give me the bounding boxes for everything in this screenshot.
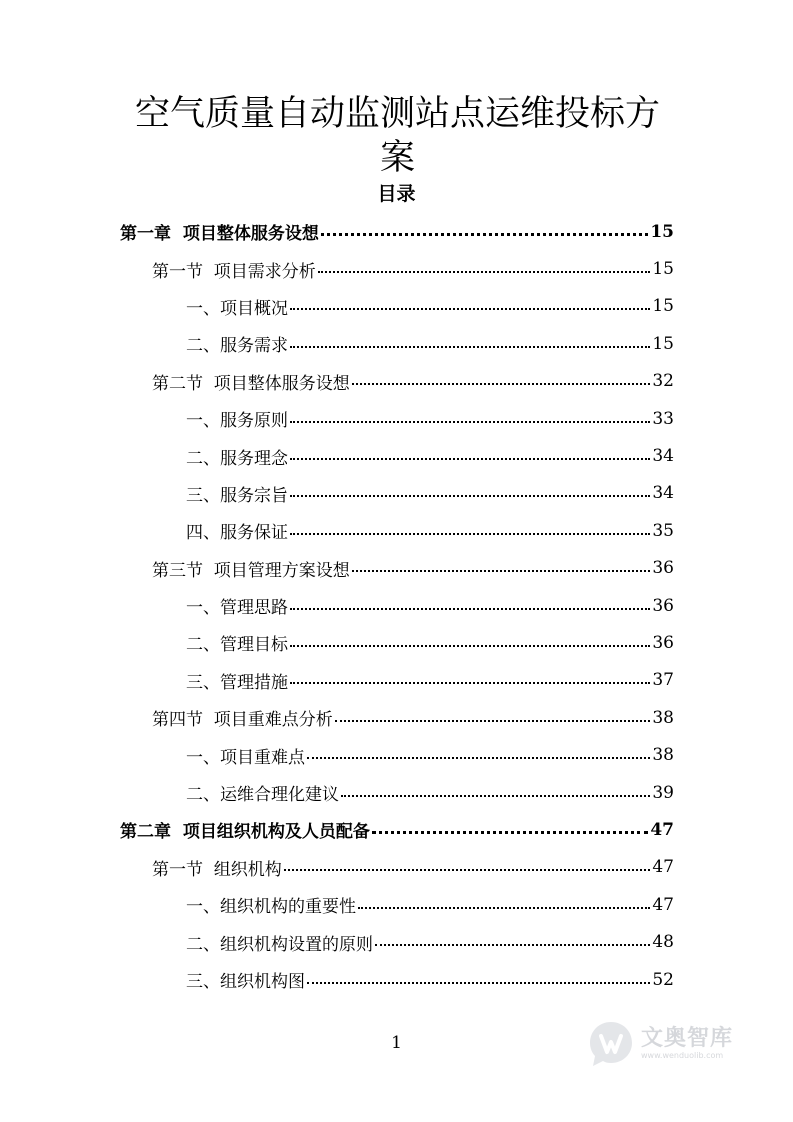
watermark-name: 文奥智库 (641, 1026, 734, 1051)
toc-entry-label: 第二节 项目整体服务设想 (152, 373, 350, 394)
toc-dot-leader (290, 458, 650, 460)
toc-entry-label: 第三节 项目管理方案设想 (152, 560, 350, 581)
toc-entry-label: 二、运维合理化建议 (186, 785, 339, 806)
toc-dot-leader (290, 682, 650, 684)
toc-dot-leader (307, 757, 650, 759)
toc-entry[interactable] (120, 923, 674, 960)
toc-entry-label: 二、管理目标 (186, 635, 288, 656)
toc-entry-label: 三、管理措施 (186, 672, 288, 693)
toc-entry-label: 一、项目重难点 (186, 747, 305, 768)
toc-entry-page: 15 (652, 333, 674, 354)
watermark (585, 1018, 733, 1070)
toc-entry[interactable] (120, 250, 674, 287)
toc-entry[interactable] (120, 437, 674, 474)
toc-dot-leader (358, 907, 650, 909)
toc-entry-label: 第一章 项目整体服务设想 (120, 224, 319, 245)
document-title: 空气质量自动监测站点运维投标方案 (134, 94, 660, 178)
toc-entry-page: 32 (652, 371, 674, 392)
toc-entry[interactable] (120, 624, 674, 661)
toc-entry-page: 15 (650, 221, 674, 242)
toc-entry-page: 36 (652, 632, 674, 653)
toc-dot-leader (307, 982, 650, 984)
toc-dot-leader (372, 831, 648, 834)
toc-entry[interactable] (120, 774, 674, 811)
table-of-contents (120, 213, 674, 998)
toc-entry[interactable] (120, 213, 674, 250)
toc-entry-label: 第二章 项目组织机构及人员配备 (120, 822, 370, 843)
toc-dot-leader (290, 645, 650, 647)
toc-entry-label: 二、服务理念 (186, 448, 288, 469)
toc-entry[interactable] (120, 662, 674, 699)
toc-entry-page: 38 (652, 745, 674, 766)
toc-entry-page: 52 (652, 969, 674, 990)
toc-entry-page: 47 (652, 894, 674, 915)
toc-entry[interactable] (120, 736, 674, 773)
toc-dot-leader (335, 720, 651, 722)
toc-entry[interactable] (120, 587, 674, 624)
toc-entry[interactable] (120, 886, 674, 923)
toc-entry[interactable] (120, 325, 674, 362)
toc-entry-label: 二、服务需求 (186, 336, 288, 357)
toc-entry-page: 35 (652, 520, 674, 541)
toc-dot-leader (290, 608, 650, 610)
toc-entry-label: 三、服务宗旨 (186, 485, 288, 506)
toc-entry-label: 二、组织机构设置的原则 (186, 934, 373, 955)
toc-entry-label: 第一节 组织机构 (152, 859, 282, 880)
toc-entry-page: 39 (652, 782, 674, 803)
toc-dot-leader (284, 869, 651, 871)
toc-dot-leader (352, 383, 651, 385)
toc-entry-page: 38 (652, 707, 674, 728)
toc-dot-leader (290, 308, 650, 310)
toc-entry-label: 一、服务原则 (186, 411, 288, 432)
toc-dot-leader (290, 346, 650, 348)
page-number: 1 (391, 1033, 402, 1053)
toc-entry-label: 第一节 项目需求分析 (152, 261, 316, 282)
toc-entry-page: 47 (652, 857, 674, 878)
toc-dot-leader (318, 271, 651, 273)
toc-entry-page: 47 (650, 819, 674, 840)
watermark-url: www.wenduolib.com (641, 1051, 724, 1060)
toc-entry-page: 37 (652, 670, 674, 691)
toc-entry-page: 33 (652, 408, 674, 429)
toc-entry[interactable] (120, 288, 674, 325)
toc-entry-page: 34 (652, 483, 674, 504)
toc-entry-page: 15 (652, 296, 674, 317)
toc-entry-label: 一、组织机构的重要性 (186, 897, 356, 918)
toc-entry-label: 一、管理思路 (186, 598, 288, 619)
toc-entry-page: 15 (652, 259, 674, 280)
toc-entry-label: 一、项目概况 (186, 298, 288, 319)
toc-heading: 目录 (377, 183, 416, 205)
toc-entry[interactable] (120, 400, 674, 437)
toc-dot-leader (341, 795, 650, 797)
toc-entry[interactable] (120, 699, 674, 736)
toc-dot-leader (321, 233, 648, 236)
toc-entry[interactable] (120, 475, 674, 512)
toc-dot-leader (290, 421, 650, 423)
toc-entry-page: 36 (652, 558, 674, 579)
toc-entry-label: 三、组织机构图 (186, 972, 305, 992)
toc-entry-label: 第四节 项目重难点分析 (152, 710, 333, 731)
toc-entry-page: 48 (652, 932, 674, 953)
toc-entry-page: 34 (652, 446, 674, 467)
toc-entry-label: 四、服务保证 (186, 523, 288, 544)
toc-entry[interactable] (120, 550, 674, 587)
toc-dot-leader (290, 533, 650, 535)
toc-entry[interactable] (120, 811, 674, 848)
toc-dot-leader (290, 495, 650, 497)
toc-dot-leader (375, 944, 650, 946)
toc-dot-leader (352, 570, 651, 572)
toc-entry-page: 36 (652, 595, 674, 616)
watermark-logo-icon (585, 1018, 637, 1070)
toc-entry[interactable] (120, 961, 674, 998)
toc-entry[interactable] (120, 849, 674, 886)
toc-entry[interactable] (120, 512, 674, 549)
toc-entry[interactable] (120, 363, 674, 400)
